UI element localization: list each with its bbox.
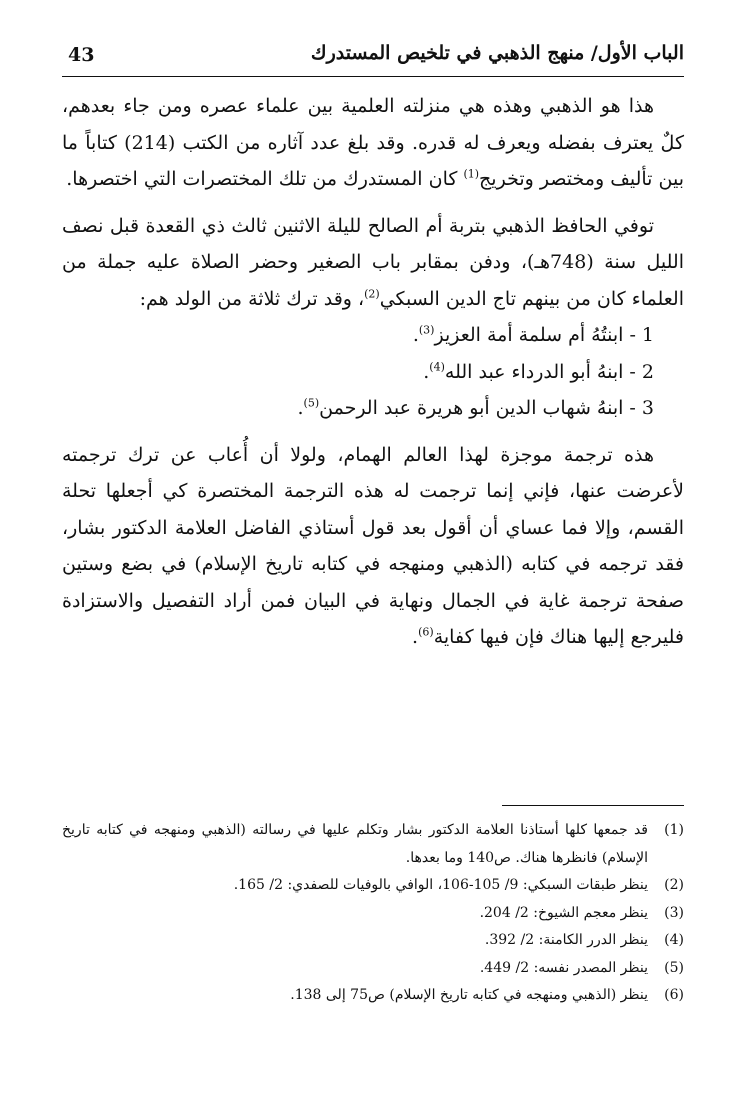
footnote <box>62 982 684 1010</box>
paragraph-text: توفي الحافظ الذهبي بتربة أم الصالح لليلة الاثنين ثالث ذي القعدة قبل نصف الليل سنة (748هـ)، ودفن بمقابر باب الصغير وحضر الصلاة عليه جملة من العلماء كان من بينهم تاج الدين السبكي <box>62 214 684 310</box>
paragraph-text: كان المستدرك من تلك المختصرات التي اختصرها. <box>66 168 464 190</box>
footnote-text: ينظر المصدر نفسه: 2/ 449. <box>479 959 648 976</box>
list-item-text: 3 - ابنهُ شهاب الدين أبو هريرة عبد الرحمن <box>319 397 654 419</box>
footnote-ref: (5) <box>303 396 320 410</box>
footnote-text: ينظر معجم الشيوخ: 2/ 204. <box>479 904 648 921</box>
list-item-end: . <box>297 397 304 419</box>
footnote <box>62 872 684 900</box>
main-text <box>62 88 684 656</box>
chapter-title: الباب الأول/ منهج الذهبي في تلخيص المستدرك <box>310 42 684 64</box>
paragraph-legacy <box>62 88 684 198</box>
footnote <box>62 817 684 872</box>
footnote-text: ينظر طبقات السبكي: 9/ 105-106، الوافي بالوفيات للصفدي: 2/ 165. <box>233 877 648 893</box>
footnote-ref: (2) <box>364 287 380 301</box>
footnote-ref: (3) <box>418 323 435 337</box>
list-item-child <box>62 390 684 427</box>
footnote <box>62 955 684 983</box>
footnote <box>62 927 684 955</box>
footnote-text: قد جمعها كلها أستاذنا العلامة الدكتور بشار وتكلم عليها في رسالته (الذهبي ومنهجه في كتابه تاريخ الإسلام) فانظرها هناك. ص140 وما بعدها. <box>62 822 648 866</box>
footnote-text: ينظر الدرر الكامنة: 2/ 392. <box>484 932 648 948</box>
footnote-divider <box>502 805 684 806</box>
footnote-number: (3) <box>664 904 684 921</box>
footnote-number: (1) <box>664 822 684 838</box>
footnote-text: ينظر (الذهبي ومنهجه في كتابه تاريخ الإسلام) ص75 إلى 138. <box>290 987 648 1003</box>
list-item-child <box>62 354 684 391</box>
list-item-text: 1 - ابنتُهُ أم سلمة أمة العزيز <box>434 324 654 346</box>
footnote <box>62 900 684 928</box>
paragraph-death <box>62 208 684 318</box>
footnotes <box>62 817 684 1010</box>
paragraph-text: ، وقد ترك ثلاثة من الولد هم: <box>139 287 365 310</box>
footnote-ref: (6) <box>418 625 434 639</box>
footnote-number: (5) <box>664 959 684 976</box>
footnote-number: (6) <box>664 987 684 1003</box>
list-item-child <box>62 317 684 354</box>
paragraph-text: هذه ترجمة موجزة لهذا العالم الهمام، ولولا أن أُعاب عن ترك ترجمته لأعرضت عنها، فإني إنما ترجمت له هذه الترجمة المختصرة كي أجعلها تحلة القسم، وإلا فما عساي أن أقول بعد قول أستاذي الفاضل العلامة الدكتور بشار، فقد ترجمه في كتابه (الذهبي ومنهجه في كتابه تاريخ الإسلام) في بضع وستين صفحة ترجمة غاية في الجمال ونهاية في البيان فمن أراد التفصيل والاستزادة فليرجع إليها هناك فإن فيها كفاية <box>62 443 684 648</box>
footnote-ref: (1) <box>463 167 480 181</box>
paragraph-text: . <box>412 626 419 648</box>
footnote-number: (2) <box>664 877 684 893</box>
running-header <box>62 42 684 77</box>
list-item-end: . <box>412 324 419 346</box>
footnote-number: (4) <box>664 932 684 948</box>
paragraph-text: هذا هو الذهبي وهذه هي منزلته العلمية بين علماء عصره ومن جاء بعدهم، كلٌ يعترف بفضله ويعرف له قدره. وقد بلغ عدد آثاره من الكتب (214) كتاباً ما بين تأليف ومختصر وتخريج <box>62 95 684 190</box>
list-item-end: . <box>423 360 430 383</box>
paragraph-conclusion <box>62 437 684 656</box>
footnote-ref: (4) <box>429 360 445 374</box>
page-number: 43 <box>68 44 95 66</box>
list-item-text: 2 - ابنهُ أبو الدرداء عبد الله <box>444 360 654 383</box>
